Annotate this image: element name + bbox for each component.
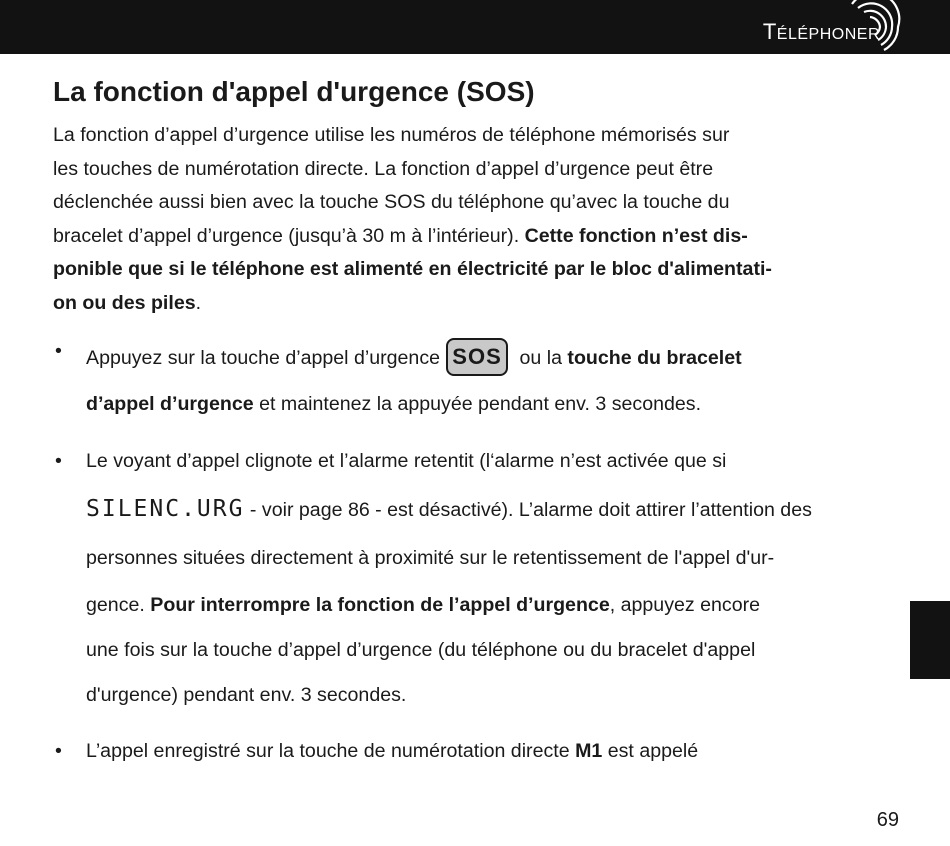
lcd-display-text: SILENC.URG <box>86 496 245 522</box>
bullet2-line6: d'urgence) pendant env. 3 secondes. <box>86 684 407 706</box>
bullet-marker: • <box>55 340 62 362</box>
intro-paragraph: La fonction d’appel d’urgence utilise les numéros de téléphone mémorisés sur les touches de numérotation directe. La fonction d’appel d’urgence peut être déclenchée aussi bien avec la touche SOS du téléphone qu’avec la touche du bracelet d’appel d’urgence (jusqu’à 30 m à l’intérieur). Cette fonction n’est dis- ponible que si le téléphone est alimenté en électricité par le bloc d'alimentati- on ou des piles. <box>53 124 772 314</box>
sos-key-icon: SOS <box>446 338 508 376</box>
bullet-marker: • <box>55 450 62 472</box>
bullet1-line1: Appuyez sur la touche d’appel d’urgence SOS ou la touche du bracelet <box>86 340 742 378</box>
chapter-tab <box>910 601 950 679</box>
section-label: TÉLÉPHONER <box>762 19 880 44</box>
page-number: 69 <box>876 809 899 831</box>
bullet2-line5: une fois sur la touche d’appel d’urgence (du téléphone ou du bracelet d'appel <box>86 639 756 661</box>
bullet-marker: • <box>55 740 62 762</box>
bullet1-line2: d’appel d’urgence et maintenez la appuyée pendant env. 3 secondes. <box>86 393 702 415</box>
bullet3-line1: L’appel enregistré sur la touche de numérotation directe M1 est appelé <box>86 740 699 762</box>
bullet2-line2: SILENC.URG - voir page 86 - est désactivé). L’alarme doit attirer l’attention des <box>86 496 812 522</box>
bullet2-line3: personnes situées directement à proximité sur le retentissement de l'appel d'ur- <box>86 547 775 569</box>
phone-ring-icon <box>848 0 904 54</box>
bullet2-line1: Le voyant d’appel clignote et l’alarme retentit (l‘alarme n’est activée que si <box>86 450 727 472</box>
page-title: La fonction d'appel d'urgence (SOS) <box>53 76 535 107</box>
bullet2-line4: gence. Pour interrompre la fonction de l’appel d’urgence, appuyez encore <box>86 594 761 616</box>
